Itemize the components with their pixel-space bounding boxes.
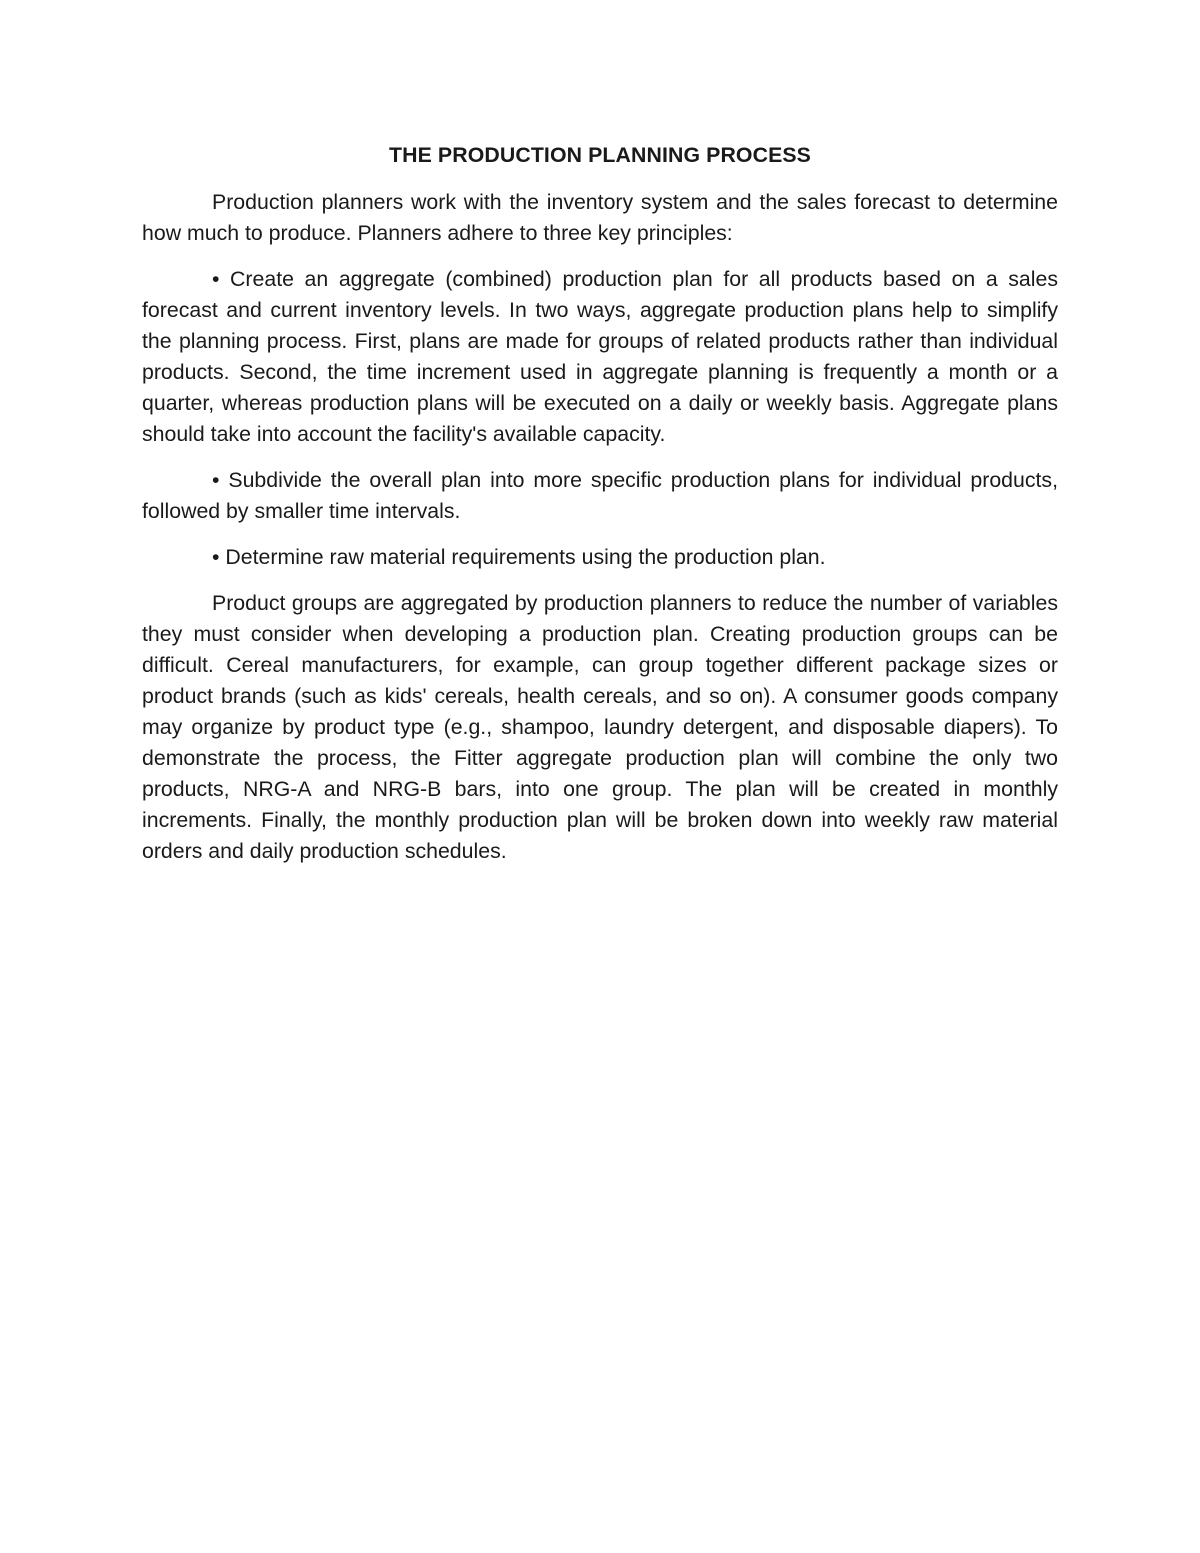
principle-subdivide-plan: • Subdivide the overall plan into more specific production plans for individual products, followed by smaller time intervals. xyxy=(142,468,1058,523)
principle-raw-material: • Determine raw material requirements using the production plan. xyxy=(212,545,826,569)
product-groups-paragraph: Product groups are aggregated by production planners to reduce the number of variables they must consider when developing a production plan. Creating production groups can be difficult. Cereal manufacturers, for example, can group together different package sizes or product brands (such as kids' cereals, health cereals, and so on). A consumer goods company may organize by product type (e.g., shampoo, laundry detergent, and disposable diapers). To demonstrate the process, the Fitter aggregate production plan will combine the only two products, NRG-A and NRG-B bars, into one group. The plan will be created in monthly increments. Finally, the monthly production plan will be broken down into weekly raw material orders and daily production schedules. xyxy=(142,591,1058,863)
intro-paragraph: Production planners work with the inventory system and the sales forecast to determine how much to produce. Planners adhere to three key principles: xyxy=(142,190,1058,245)
document-title: THE PRODUCTION PLANNING PROCESS xyxy=(389,143,811,167)
principle-aggregate-plan: • Create an aggregate (combined) production plan for all products based on a sales forecast and current inventory levels. In two ways, aggregate production plans help to simplify the planning process. First, plans are made for groups of related products rather than individual products. Second, the time increment used in aggregate planning is frequently a month or a quarter, whereas production plans will be executed on a daily or weekly basis. Aggregate plans should take into account the facility's available capacity. xyxy=(142,267,1058,446)
document-body xyxy=(142,140,1058,882)
